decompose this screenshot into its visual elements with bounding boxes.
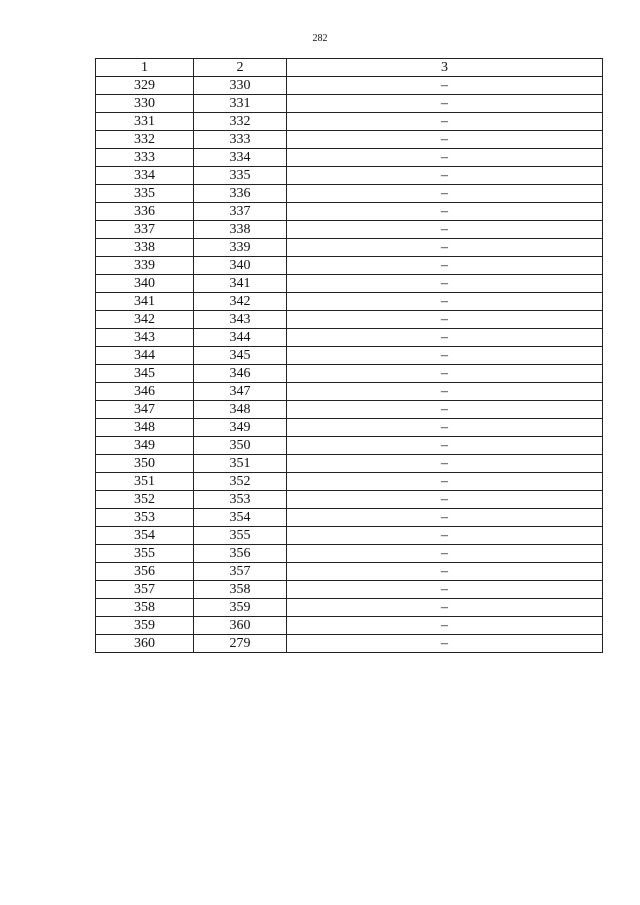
table-row: [96, 455, 603, 473]
table-cell-col-3: –: [287, 311, 603, 329]
table-cell-col-3: –: [287, 491, 603, 509]
table-cell-col-3: –: [287, 509, 603, 527]
table-cell-col-1: 336: [96, 203, 194, 221]
table-cell-col-3: –: [287, 401, 603, 419]
table-cell-col-2: 344: [194, 329, 287, 347]
table-cell-col-2: 345: [194, 347, 287, 365]
table-cell-col-1: 338: [96, 239, 194, 257]
table-cell-col-2: 354: [194, 509, 287, 527]
table-cell-col-1: 359: [96, 617, 194, 635]
table-cell-col-1: 342: [96, 311, 194, 329]
table-row: [96, 239, 603, 257]
table-cell-col-1: 335: [96, 185, 194, 203]
table-row: [96, 617, 603, 635]
table-cell-col-3: –: [287, 203, 603, 221]
table-cell-col-1: 339: [96, 257, 194, 275]
table-cell-col-1: 355: [96, 545, 194, 563]
table-row: [96, 437, 603, 455]
table-cell-col-2: 333: [194, 131, 287, 149]
table-cell-col-1: 330: [96, 95, 194, 113]
table-row: [96, 293, 603, 311]
table-cell-col-2: 343: [194, 311, 287, 329]
table-cell-col-3: –: [287, 77, 603, 95]
table-row: [96, 545, 603, 563]
table-row: [96, 473, 603, 491]
table-cell-col-1: 337: [96, 221, 194, 239]
table-cell-col-3: –: [287, 113, 603, 131]
table-cell-col-2: 355: [194, 527, 287, 545]
table-row: [96, 527, 603, 545]
table-body: [96, 77, 603, 653]
table-cell-col-1: 340: [96, 275, 194, 293]
table-cell-col-3: –: [287, 599, 603, 617]
table-cell-col-2: 351: [194, 455, 287, 473]
column-header-3: 3: [287, 59, 603, 77]
table-cell-col-3: –: [287, 95, 603, 113]
table-cell-col-3: –: [287, 293, 603, 311]
table-cell-col-3: –: [287, 149, 603, 167]
table-cell-col-3: –: [287, 329, 603, 347]
table-row: [96, 383, 603, 401]
table-cell-col-1: 346: [96, 383, 194, 401]
table-cell-col-1: 347: [96, 401, 194, 419]
table-cell-col-2: 340: [194, 257, 287, 275]
table-cell-col-3: –: [287, 527, 603, 545]
table-cell-col-2: 331: [194, 95, 287, 113]
table-row: [96, 491, 603, 509]
table-row: [96, 95, 603, 113]
table-cell-col-2: 330: [194, 77, 287, 95]
table-row: [96, 131, 603, 149]
table-cell-col-2: 347: [194, 383, 287, 401]
table-cell-col-1: 344: [96, 347, 194, 365]
table-header-row: [96, 59, 603, 77]
table-cell-col-3: –: [287, 185, 603, 203]
table-cell-col-3: –: [287, 275, 603, 293]
table-cell-col-1: 348: [96, 419, 194, 437]
table-cell-col-3: –: [287, 365, 603, 383]
page-number: 282: [312, 33, 328, 44]
column-header-1: 1: [96, 59, 194, 77]
table-cell-col-3: –: [287, 455, 603, 473]
table-cell-col-3: –: [287, 635, 603, 653]
table-cell-col-3: –: [287, 545, 603, 563]
table-cell-col-2: 337: [194, 203, 287, 221]
table-cell-col-3: –: [287, 563, 603, 581]
table-cell-col-1: 353: [96, 509, 194, 527]
table-cell-col-2: 336: [194, 185, 287, 203]
table-cell-col-1: 351: [96, 473, 194, 491]
table-cell-col-2: 279: [194, 635, 287, 653]
table-row: [96, 185, 603, 203]
table-row: [96, 329, 603, 347]
table-row: [96, 419, 603, 437]
table-cell-col-2: 346: [194, 365, 287, 383]
table-row: [96, 563, 603, 581]
table-cell-col-1: 332: [96, 131, 194, 149]
table-cell-col-2: 342: [194, 293, 287, 311]
table-cell-col-1: 334: [96, 167, 194, 185]
table-cell-col-1: 360: [96, 635, 194, 653]
table-row: [96, 167, 603, 185]
table-cell-col-3: –: [287, 239, 603, 257]
table-cell-col-1: 345: [96, 365, 194, 383]
table-row: [96, 221, 603, 239]
table-row: [96, 203, 603, 221]
table-cell-col-1: 352: [96, 491, 194, 509]
table-cell-col-1: 356: [96, 563, 194, 581]
table-cell-col-2: 349: [194, 419, 287, 437]
table-cell-col-3: –: [287, 617, 603, 635]
table-cell-col-1: 333: [96, 149, 194, 167]
table-cell-col-3: –: [287, 167, 603, 185]
table-cell-col-2: 359: [194, 599, 287, 617]
table-cell-col-2: 360: [194, 617, 287, 635]
table-cell-col-2: 352: [194, 473, 287, 491]
table-row: [96, 401, 603, 419]
table-cell-col-1: 358: [96, 599, 194, 617]
table-cell-col-3: –: [287, 581, 603, 599]
table-cell-col-2: 356: [194, 545, 287, 563]
table-cell-col-3: –: [287, 347, 603, 365]
table-cell-col-3: –: [287, 473, 603, 491]
table-cell-col-1: 331: [96, 113, 194, 131]
table-cell-col-3: –: [287, 419, 603, 437]
table-cell-col-2: 339: [194, 239, 287, 257]
table-cell-col-1: 354: [96, 527, 194, 545]
table-row: [96, 347, 603, 365]
table-cell-col-2: 357: [194, 563, 287, 581]
table-cell-col-3: –: [287, 383, 603, 401]
table-cell-col-3: –: [287, 221, 603, 239]
table-row: [96, 257, 603, 275]
table-cell-col-2: 350: [194, 437, 287, 455]
table-cell-col-2: 348: [194, 401, 287, 419]
table-cell-col-3: –: [287, 257, 603, 275]
table-row: [96, 581, 603, 599]
table-row: [96, 311, 603, 329]
table-row: [96, 509, 603, 527]
table-cell-col-2: 335: [194, 167, 287, 185]
table-row: [96, 365, 603, 383]
table-row: [96, 113, 603, 131]
table-cell-col-1: 341: [96, 293, 194, 311]
table-cell-col-2: 341: [194, 275, 287, 293]
table-cell-col-2: 353: [194, 491, 287, 509]
table-row: [96, 599, 603, 617]
table-cell-col-1: 357: [96, 581, 194, 599]
table-cell-col-2: 332: [194, 113, 287, 131]
table-row: [96, 77, 603, 95]
table-cell-col-2: 334: [194, 149, 287, 167]
table-cell-col-1: 329: [96, 77, 194, 95]
table-cell-col-1: 343: [96, 329, 194, 347]
table-cell-col-2: 338: [194, 221, 287, 239]
table-row: [96, 635, 603, 653]
table-cell-col-1: 349: [96, 437, 194, 455]
column-header-2: 2: [194, 59, 287, 77]
table-row: [96, 275, 603, 293]
table-cell-col-2: 358: [194, 581, 287, 599]
table-cell-col-3: –: [287, 437, 603, 455]
table-cell-col-3: –: [287, 131, 603, 149]
data-table: [95, 58, 603, 653]
table-row: [96, 149, 603, 167]
table-cell-col-1: 350: [96, 455, 194, 473]
